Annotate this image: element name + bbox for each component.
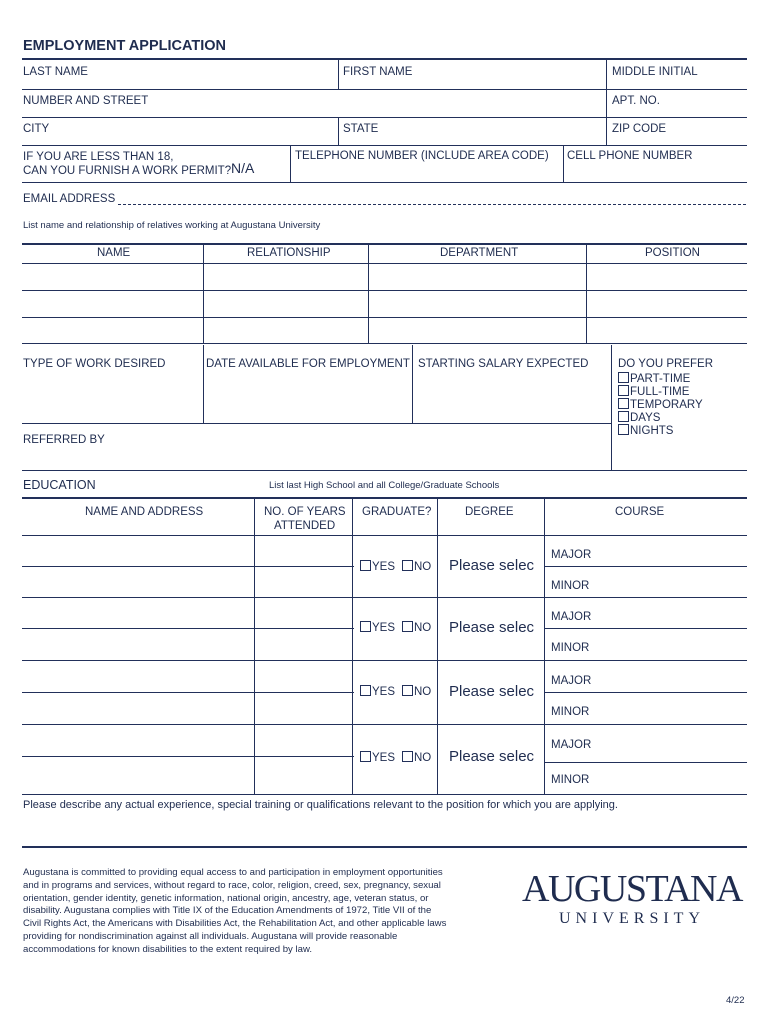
divider	[544, 497, 545, 794]
row-rule	[22, 117, 747, 118]
row-rule	[22, 724, 747, 725]
divider	[437, 497, 438, 794]
checkbox-temporary[interactable]	[618, 398, 629, 409]
minor-label: MINOR	[551, 774, 590, 786]
permit-question-line2: CAN YOU FURNISH A WORK PERMIT?	[23, 165, 232, 177]
state-label: STATE	[343, 123, 379, 135]
row-rule	[544, 762, 747, 763]
page-title: EMPLOYMENT APPLICATION	[23, 38, 226, 54]
row-rule	[22, 263, 747, 264]
eoe-line: disability. Augustana complies with Title IX of the Education Amendments of 1972, Title VII of the	[23, 905, 432, 917]
relatives-instruction: List name and relationship of relatives working at Augustana University	[23, 220, 321, 231]
checkbox-part-time[interactable]	[618, 372, 629, 383]
row-rule	[22, 597, 747, 598]
eoe-line: Civil Rights Act, the Americans with Disabilities Act, the Rehabilitation Act, and other applicable laws	[23, 918, 447, 930]
first-name-label: FIRST NAME	[343, 66, 413, 78]
row-rule	[22, 89, 747, 90]
row-rule	[22, 756, 354, 757]
graduate-yes[interactable]: YES	[360, 685, 395, 699]
education-instruction: List last High School and all College/Graduate Schools	[269, 480, 500, 491]
divider	[254, 497, 255, 794]
checkbox-yes[interactable]	[360, 685, 371, 696]
divider	[611, 345, 612, 470]
middle-initial-label: MIDDLE INITIAL	[612, 66, 698, 78]
divider	[203, 243, 204, 343]
divider	[203, 345, 204, 423]
relatives-header-name: NAME	[97, 247, 131, 259]
divider	[412, 345, 413, 423]
date-available-label: DATE AVAILABLE FOR EMPLOYMENT	[206, 358, 410, 370]
eoe-line: accommodations for known disabilities to the extent required by law.	[23, 943, 313, 955]
nights-option[interactable]: NIGHTS	[618, 424, 673, 438]
checkbox-days[interactable]	[618, 411, 629, 422]
degree-select[interactable]: Please selec	[449, 683, 535, 700]
major-label: MAJOR	[551, 675, 592, 687]
checkbox-no[interactable]	[402, 621, 413, 632]
edu-header-name: NAME AND ADDRESS	[85, 506, 204, 518]
checkbox-no[interactable]	[402, 560, 413, 571]
divider	[352, 497, 353, 794]
telephone-label: TELEPHONE NUMBER (INCLUDE AREA CODE)	[295, 150, 549, 162]
edu-header-years: NO. OF YEARS	[264, 506, 346, 518]
divider	[368, 243, 369, 343]
experience-prompt: Please describe any actual experience, special training or qualifications relevant to the position for which you are applying.	[23, 799, 618, 811]
divider	[606, 89, 607, 117]
city-label: CITY	[23, 123, 50, 135]
divider	[338, 117, 339, 145]
major-label: MAJOR	[551, 611, 592, 623]
title-rule	[22, 58, 747, 60]
row-rule	[22, 628, 354, 629]
graduate-yes[interactable]: YES	[360, 560, 395, 574]
prefer-label: DO YOU PREFER	[618, 358, 713, 370]
relatives-header-position: POSITION	[645, 247, 700, 259]
part-time-option[interactable]: PART-TIME	[618, 372, 690, 386]
zip-label: ZIP CODE	[612, 123, 667, 135]
minor-label: MINOR	[551, 642, 590, 654]
degree-select[interactable]: Please selec	[449, 619, 535, 636]
divider	[338, 59, 339, 89]
email-label: EMAIL ADDRESS	[23, 193, 116, 205]
permit-question-line1: IF YOU ARE LESS THAN 18,	[23, 151, 174, 163]
revision-date: 4/22	[726, 995, 745, 1006]
row-rule	[22, 660, 747, 661]
row-rule	[22, 145, 747, 146]
education-top-rule	[22, 497, 747, 499]
salary-label: STARTING SALARY EXPECTED	[418, 358, 589, 370]
graduate-no[interactable]: NO	[402, 621, 431, 635]
divider	[563, 145, 564, 182]
row-rule	[22, 566, 354, 567]
street-label: NUMBER AND STREET	[23, 95, 149, 107]
checkbox-nights[interactable]	[618, 424, 629, 435]
graduate-no[interactable]: NO	[402, 560, 431, 574]
logo-subtitle: UNIVERSITY	[559, 910, 705, 927]
edu-header-course: COURSE	[615, 506, 665, 518]
eoe-statement	[23, 867, 446, 957]
logo-wordmark: AUGUSTANA	[522, 868, 742, 910]
eoe-line: Augustana is committed to providing equal access to and participation in employment opportunities	[23, 867, 443, 878]
row-rule	[544, 692, 747, 693]
degree-select[interactable]: Please selec	[449, 557, 535, 574]
row-rule	[22, 290, 747, 291]
divider	[586, 243, 587, 343]
divider	[290, 145, 291, 182]
edu-header-years-2: ATTENDED	[274, 520, 336, 532]
row-rule	[22, 423, 611, 424]
relatives-header-relationship: RELATIONSHIP	[247, 247, 331, 259]
graduate-yes[interactable]: YES	[360, 751, 395, 765]
apt-label: APT. NO.	[612, 95, 660, 107]
checkbox-no[interactable]	[402, 751, 413, 762]
checkbox-yes[interactable]	[360, 621, 371, 632]
row-rule	[22, 317, 747, 318]
referred-by-label: REFERRED BY	[23, 434, 105, 446]
row-rule	[22, 343, 747, 344]
graduate-no[interactable]: NO	[402, 751, 431, 765]
major-label: MAJOR	[551, 739, 592, 751]
checkbox-yes[interactable]	[360, 751, 371, 762]
work-type-label: TYPE OF WORK DESIRED	[23, 358, 166, 370]
row-rule	[22, 692, 354, 693]
graduate-no[interactable]: NO	[402, 685, 431, 699]
row-rule	[544, 566, 747, 567]
edu-header-graduate: GRADUATE?	[362, 506, 432, 518]
augustana-logo	[516, 868, 748, 928]
row-rule	[544, 628, 747, 629]
minor-label: MINOR	[551, 706, 590, 718]
relatives-top-rule	[22, 243, 747, 245]
last-name-label: LAST NAME	[23, 66, 88, 78]
eoe-line: orientation, gender identity, genetic information, national origin, ancestry, age, veteran status, or	[23, 892, 429, 904]
row-rule	[22, 470, 747, 471]
divider	[606, 117, 607, 145]
email-field[interactable]	[118, 204, 746, 205]
minor-label: MINOR	[551, 580, 590, 592]
education-title: EDUCATION	[23, 478, 96, 492]
eoe-line: and in programs and services, without regard to race, color, religion, creed, sex, pregnancy, sexual	[23, 879, 441, 891]
relatives-header-department: DEPARTMENT	[440, 247, 519, 259]
row-rule	[22, 794, 747, 795]
full-time-option[interactable]: FULL-TIME	[618, 385, 689, 399]
divider	[606, 59, 607, 89]
days-option[interactable]: DAYS	[618, 411, 660, 425]
degree-select[interactable]: Please selec	[449, 748, 535, 765]
experience-rule	[22, 846, 747, 848]
edu-header-degree: DEGREE	[465, 506, 514, 518]
cell-phone-label: CELL PHONE NUMBER	[567, 150, 693, 162]
row-rule	[22, 182, 747, 183]
row-rule	[22, 535, 747, 536]
checkbox-no[interactable]	[402, 685, 413, 696]
graduate-yes[interactable]: YES	[360, 621, 395, 635]
major-label: MAJOR	[551, 549, 592, 561]
checkbox-yes[interactable]	[360, 560, 371, 571]
permit-answer-field[interactable]: N/A	[231, 160, 255, 176]
eoe-line: providing for nondiscrimination against all individuals. Augustana will provide reasonable	[23, 930, 398, 942]
temporary-option[interactable]: TEMPORARY	[618, 398, 703, 412]
checkbox-full-time[interactable]	[618, 385, 629, 396]
